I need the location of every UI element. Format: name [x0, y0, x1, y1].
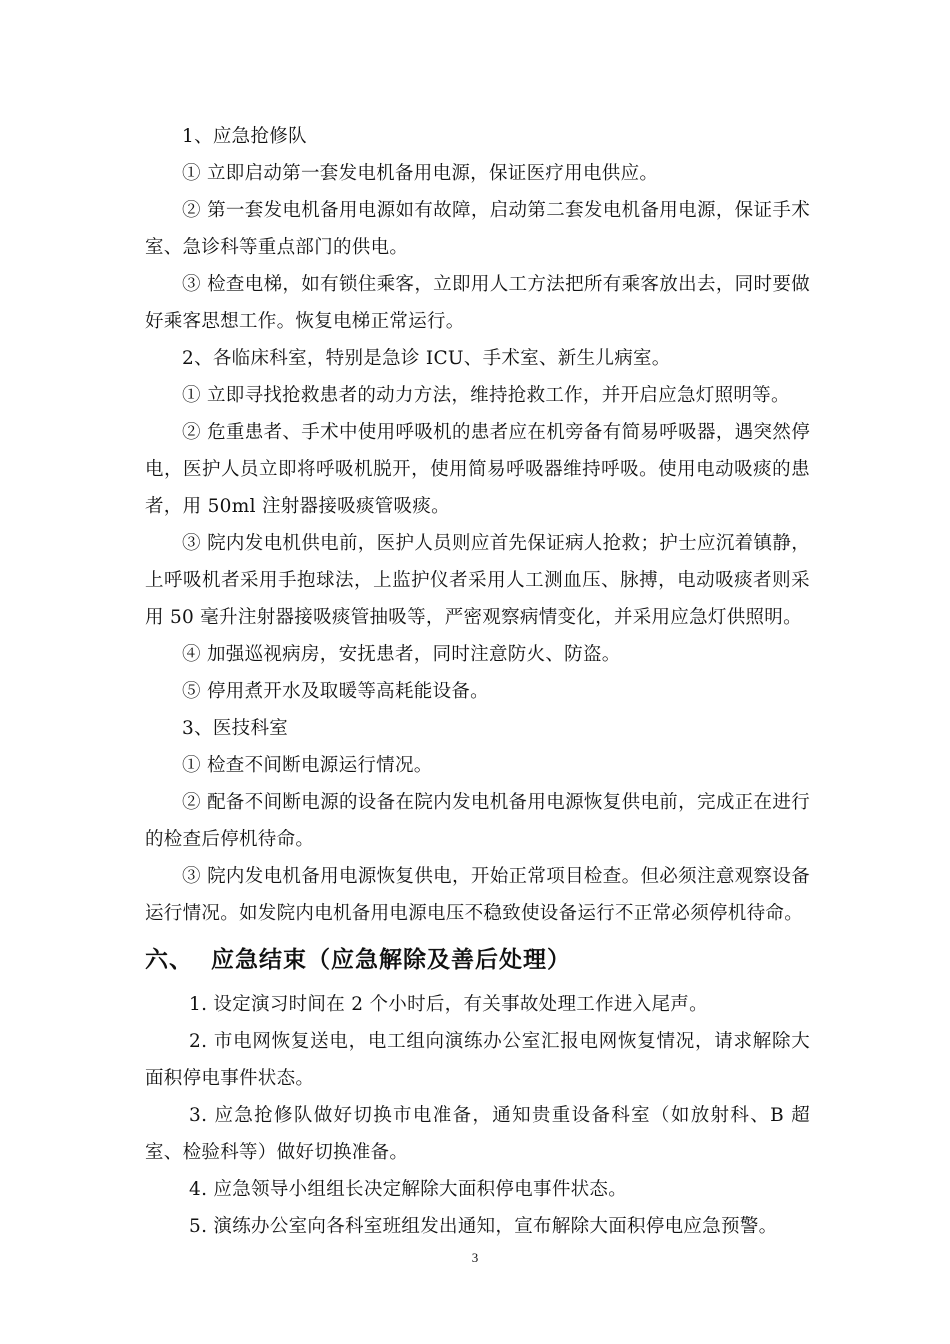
paragraph: ① 立即寻找抢救患者的动力方法，维持抢救工作，并开启应急灯照明等。: [182, 385, 790, 406]
section-heading-number: 六、: [145, 947, 193, 973]
paragraph-medical-tech: 3、医技科室: [182, 718, 289, 739]
list-item: 4. 应急领导小组组长决定解除大面积停电事件状态。: [189, 1179, 628, 1200]
paragraph: ② 危重患者、手术中使用呼吸机的患者应在机旁备有简易呼吸器，遇突然停电，医护人员立即将呼吸机脱开，使用简易呼吸器维持呼吸。使用电动吸痰的患者，用 50ml 注射器接吸痰管吸痰。: [145, 422, 810, 517]
paragraph: ⑤ 停用煮开水及取暖等高耗能设备。: [182, 681, 489, 702]
paragraph-repair-team: 1、应急抢修队: [182, 126, 307, 147]
section-heading: [145, 944, 810, 976]
list-item: 3. 应急抢修队做好切换市电准备，通知贵重设备科室（如放射科、B 超室、检验科等）做好切换准备。: [145, 1105, 810, 1163]
paragraph: ③ 检查电梯，如有锁住乘客，立即用人工方法把所有乘客放出去，同时要做好乘客思想工作。恢复电梯正常运行。: [145, 274, 810, 332]
paragraph: ② 第一套发电机备用电源如有故障，启动第二套发电机备用电源，保证手术室、急诊科等重点部门的供电。: [145, 200, 810, 258]
paragraph: ③ 院内发电机供电前，医护人员则应首先保证病人抢救；护士应沉着镇静，上呼吸机者采用手抱球法，上监护仪者采用人工测血压、脉搏，电动吸痰者则采用 50 毫升注射器接吸痰管抽吸等，严密观察病情变化，并采用应急灯供照明。: [145, 533, 810, 628]
list-item: 1. 设定演习时间在 2 个小时后，有关事故处理工作进入尾声。: [189, 994, 708, 1015]
paragraph: ③ 院内发电机备用电源恢复供电，开始正常项目检查。但必须注意观察设备运行情况。如发院内电机备用电源电压不稳致使设备运行不正常必须停机待命。: [145, 866, 810, 924]
list-item: 2. 市电网恢复送电，电工组向演练办公室汇报电网恢复情况，请求解除大面积停电事件状态。: [145, 1031, 810, 1089]
page-number: 3: [471, 1250, 479, 1265]
list-item: 5. 演练办公室向各科室班组发出通知，宣布解除大面积停电应急预警。: [189, 1216, 778, 1237]
numbered-list: [145, 986, 810, 1245]
paragraph: ② 配备不间断电源的设备在院内发电机备用电源恢复供电前，完成正在进行的检查后停机待命。: [145, 792, 810, 850]
paragraph-clinical-departments: 2、各临床科室，特别是急诊 ICU、手术室、新生儿病室。: [182, 348, 671, 369]
paragraph: ④ 加强巡视病房，安抚患者，同时注意防火、防盗。: [182, 644, 621, 665]
document-page: [145, 118, 810, 1245]
section-heading-title: 应急结束（应急解除及善后处理）: [211, 947, 571, 973]
paragraph: ① 立即启动第一套发电机备用电源，保证医疗用电供应。: [182, 163, 659, 184]
paragraph: ① 检查不间断电源运行情况。: [182, 755, 433, 776]
